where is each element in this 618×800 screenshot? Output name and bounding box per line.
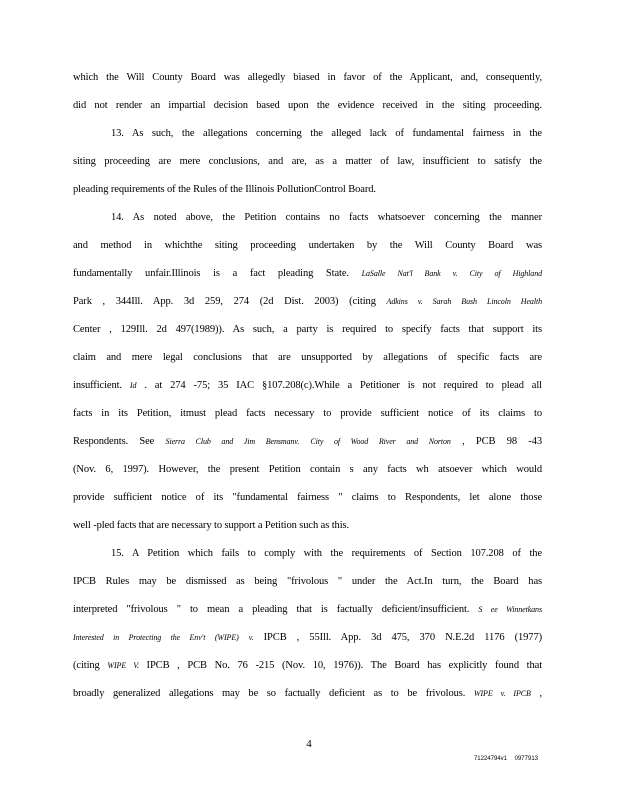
paragraph-14-line-11: provide sufficient notice of its "fundamental fairness " claims to Respondents, let alone those <box>73 492 542 503</box>
citation-id: Id <box>129 381 137 390</box>
paragraph-15-line-3 <box>73 603 542 617</box>
paragraph-15-line-5 <box>73 659 542 673</box>
paragraph-14-line-10: (Nov. 6, 1997). However, the present Petition contain s any facts wh atsoever which would <box>73 464 542 475</box>
citation-wipe-2: WIPE v. IPCB <box>473 689 531 698</box>
citation-wipe-text: IPCB , PCB No. 76 -215 (Nov. 10, 1976)). The Board has explicitly found that <box>138 660 543 671</box>
document-id: 71224794v1 0977913 <box>473 756 538 762</box>
citation-wood-river: City of Wood River and Norton <box>310 437 451 446</box>
line-text: interpreted "frivolous " to mean a pleading that is factually deficient/insufficient. <box>73 604 470 615</box>
line-text: Respondents. See <box>73 436 155 447</box>
text-line-1: which the Will County Board was allegedly biased in favor of the Applicant, and, consequently, <box>73 72 542 83</box>
line-text: (citing <box>73 660 100 671</box>
text-line-2: did not render an impartial decision based upon the evidence received in the siting proceeding. <box>73 100 542 111</box>
paragraph-14-line-1: 14. As noted above, the Petition contains no facts whatsoever concerning the manner <box>111 212 542 223</box>
citation-adkins: Adkins v. Sarah Bush Lincoln Health <box>386 297 542 306</box>
page-number: 4 <box>306 738 312 750</box>
paragraph-14-line-8: facts in its Petition, itmust plead facts necessary to provide sufficient notice of its claims to <box>73 408 542 419</box>
line-text: Park , 344Ill. App. 3d 259, 274 (2d Dist. 2003) (citing <box>73 296 376 307</box>
paragraph-15-line-2: IPCB Rules may be dismissed as being "frivolous " under the Act.In turn, the Board has <box>73 576 542 587</box>
paragraph-14-line-2: and method in whichthe siting proceeding undertaken by the Will County Board was <box>73 240 542 251</box>
line-text: fundamentally unfair.Illinois is a fact pleading State. <box>73 268 349 279</box>
citation-id-text: . at 274 -75; 35 IAC §107.208(c).While a Petitioner is not required to plead all <box>136 380 542 391</box>
citation-lasalle: LaSalle Nat'l Bank v. City of Highland <box>361 269 542 278</box>
paragraph-13-line-3: pleading requirements of the Rules of the Illinois PollutionControl Board. <box>73 184 376 195</box>
paragraph-14-line-7 <box>73 379 542 393</box>
paragraph-15-line-4 <box>73 631 542 645</box>
citation-interested: Interested in Protecting the Env't (WIPE) <box>73 633 239 642</box>
paragraph-15-line-6 <box>73 687 542 701</box>
line-text: insufficient. <box>73 380 122 391</box>
citation-interested-text: IPCB , 55Ill. App. 3d 475, 370 N.E.2d 1176 (1977) <box>253 632 542 643</box>
paragraph-14-line-5: Center , 129Ill. 2d 497(1989)). As such, a party is required to specify facts that support its <box>73 324 542 335</box>
citation-wipe: WIPE V. <box>107 661 139 670</box>
paragraph-14-line-4 <box>73 295 542 309</box>
citation-see-winnetkans: S ee Winnetkans <box>478 605 542 614</box>
line-text: broadly generalized allegations may be so factually deficient as to be frivolous. <box>73 688 466 699</box>
paragraph-14-line-6: claim and mere legal conclusions that are unsupported by allegations of specific facts are <box>73 352 542 363</box>
paragraph-14-line-12: well -pled facts that are necessary to support a Petition such as this. <box>73 520 350 531</box>
paragraph-14-line-9 <box>73 435 542 449</box>
paragraph-13-line-1: 13. As such, the allegations concerning the alleged lack of fundamental fairness in the <box>111 128 542 139</box>
paragraph-14-line-3 <box>73 267 542 281</box>
paragraph-15-line-1: 15. A Petition which fails to comply with the requirements of Section 107.208 of the <box>111 548 542 559</box>
citation-wood-river-text: , PCB 98 -43 <box>450 436 542 447</box>
citation-wipe-2-text: , <box>530 688 542 699</box>
citation-sierra-club: Sierra Club and Jim Bensmanv. <box>165 437 300 446</box>
paragraph-13-line-2: siting proceeding are mere conclusions, and are, as a matter of law, insufficient to satisfy the <box>73 156 542 167</box>
citation-versus: v. <box>248 633 254 642</box>
